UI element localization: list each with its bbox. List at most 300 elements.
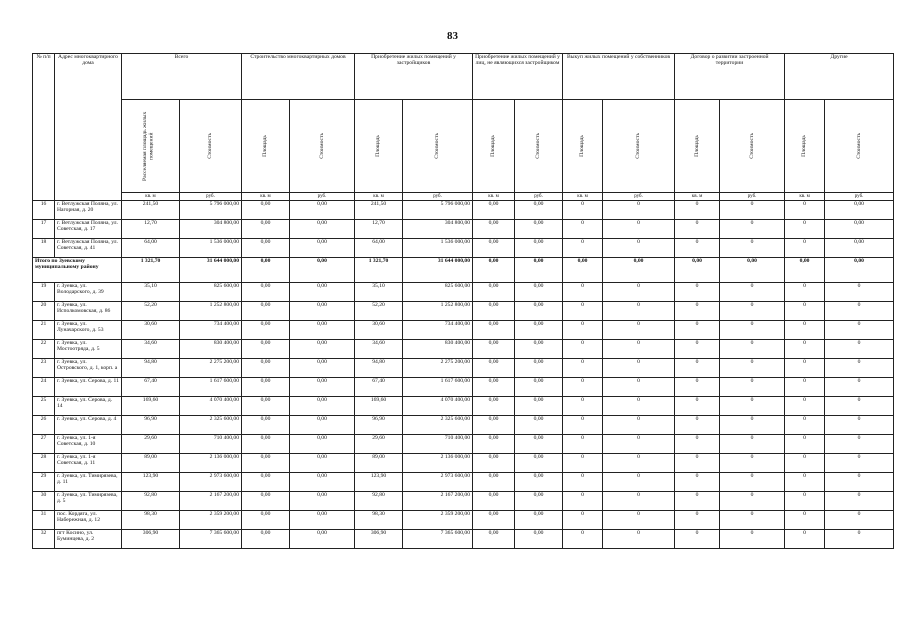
cell-col-14: 0 [825, 511, 894, 530]
cell-col-1: 96,90 [122, 416, 180, 435]
cell-col-6: 734 400,00 [403, 321, 473, 340]
cell-col-6: 1 252 800,00 [403, 302, 473, 321]
cell-col-14: 0 [825, 492, 894, 511]
cell-col-14: 0,00 [825, 220, 894, 239]
row-number: 26 [33, 416, 55, 435]
unit-col-14: руб. [825, 193, 894, 201]
cell-col-7: 0,00 [473, 340, 515, 359]
cell-col-11: 0 [675, 283, 720, 302]
cell-col-2: 31 644 000,00 [180, 258, 242, 283]
cell-col-4: 0,00 [290, 473, 355, 492]
cell-col-6: 2 359 200,00 [403, 511, 473, 530]
cell-col-7: 0,00 [473, 397, 515, 416]
cell-col-13: 0 [785, 492, 825, 511]
subheader-label: Стоимость [748, 133, 755, 159]
row-number: 32 [33, 530, 55, 549]
table-row [33, 378, 894, 397]
cell-col-9: 0 [563, 530, 603, 549]
cell-col-12: 0 [720, 283, 785, 302]
cell-col-11: 0 [675, 416, 720, 435]
cell-col-13: 0 [785, 220, 825, 239]
cell-col-9: 0 [563, 416, 603, 435]
cell-col-13: 0 [785, 321, 825, 340]
unit-col-2: руб. [180, 193, 242, 201]
table-row [33, 530, 894, 549]
cell-col-8: 0,00 [515, 359, 563, 378]
cell-col-13: 0 [785, 239, 825, 258]
cell-col-11: 0 [675, 220, 720, 239]
cell-col-1: 1 321,70 [122, 258, 180, 283]
cell-col-13: 0 [785, 378, 825, 397]
row-number: 24 [33, 378, 55, 397]
cell-col-13: 0 [785, 473, 825, 492]
subheader-col-2 [180, 100, 242, 193]
cell-col-14: 0 [825, 454, 894, 473]
cell-col-7: 0,00 [473, 321, 515, 340]
row-address: г. Зуевка, ул. 1-я Советская, д. 11 [55, 454, 122, 473]
table-row [33, 454, 894, 473]
cell-col-6: 2 973 600,00 [403, 473, 473, 492]
cell-col-11: 0 [675, 359, 720, 378]
header-group-buyout: Выкуп жилых помещений у собственников [563, 54, 675, 100]
cell-col-12: 0 [720, 454, 785, 473]
cell-col-6: 2 325 600,00 [403, 416, 473, 435]
cell-col-5: 98,30 [355, 511, 403, 530]
cell-col-8: 0,00 [515, 283, 563, 302]
cell-col-11: 0 [675, 302, 720, 321]
subheader-label: Расселяемая площадь жилых помещений [141, 111, 155, 181]
cell-col-11: 0 [675, 473, 720, 492]
cell-col-2: 2 275 200,00 [180, 359, 242, 378]
table-row [33, 283, 894, 302]
unit-col-3: кв. м [242, 193, 290, 201]
cell-col-5: 35,10 [355, 283, 403, 302]
table-row [33, 340, 894, 359]
cell-col-10: 0 [603, 416, 675, 435]
cell-col-11: 0 [675, 201, 720, 220]
subheader-col-9 [563, 100, 603, 193]
cell-col-5: 34,60 [355, 340, 403, 359]
table-row [33, 416, 894, 435]
cell-col-7: 0,00 [473, 378, 515, 397]
cell-col-6: 830 400,00 [403, 340, 473, 359]
cell-col-11: 0 [675, 492, 720, 511]
cell-col-5: 123,90 [355, 473, 403, 492]
cell-col-9: 0 [563, 435, 603, 454]
cell-col-12: 0 [720, 473, 785, 492]
cell-col-8: 0,00 [515, 530, 563, 549]
cell-col-14: 0 [825, 530, 894, 549]
cell-col-8: 0,00 [515, 416, 563, 435]
cell-col-10: 0 [603, 340, 675, 359]
subheader-col-8 [515, 100, 563, 193]
cell-col-8: 0,00 [515, 473, 563, 492]
cell-col-3: 0,00 [242, 492, 290, 511]
row-number: 19 [33, 283, 55, 302]
cell-col-12: 0 [720, 530, 785, 549]
cell-col-2: 1 252 800,00 [180, 302, 242, 321]
cell-col-10: 0 [603, 473, 675, 492]
row-number: 28 [33, 454, 55, 473]
cell-col-3: 0,00 [242, 454, 290, 473]
subheader-label: Стоимость [535, 133, 542, 159]
row-address: г. Зуевка, ул. 1-я Советская, д. 10 [55, 435, 122, 454]
cell-col-9: 0 [563, 302, 603, 321]
cell-col-9: 0 [563, 239, 603, 258]
cell-col-8: 0,00 [515, 454, 563, 473]
row-number: 31 [33, 511, 55, 530]
row-address: г. Ветлужская Поляна, ул. Советская, д. 41 [55, 239, 122, 258]
cell-col-5: 92,80 [355, 492, 403, 511]
cell-col-6: 4 070 400,00 [403, 397, 473, 416]
cell-col-9: 0,00 [563, 258, 603, 283]
cell-col-2: 2 167 200,00 [180, 492, 242, 511]
row-number: 16 [33, 201, 55, 220]
subheader-col-6 [403, 100, 473, 193]
cell-col-13: 0,00 [785, 258, 825, 283]
cell-col-3: 0,00 [242, 359, 290, 378]
cell-col-12: 0 [720, 321, 785, 340]
cell-col-3: 0,00 [242, 435, 290, 454]
unit-col-13: кв. м [785, 193, 825, 201]
row-number: 23 [33, 359, 55, 378]
subheader-col-3 [242, 100, 290, 193]
cell-col-5: 64,00 [355, 239, 403, 258]
cell-col-2: 2 359 200,00 [180, 511, 242, 530]
cell-col-7: 0,00 [473, 283, 515, 302]
cell-col-6: 1 617 600,00 [403, 378, 473, 397]
cell-col-13: 0 [785, 340, 825, 359]
cell-col-4: 0,00 [290, 220, 355, 239]
cell-col-5: 1 321,70 [355, 258, 403, 283]
row-address: г. Зуевка, ул. Тимирязева, д. 5 [55, 492, 122, 511]
cell-col-8: 0,00 [515, 220, 563, 239]
cell-col-12: 0 [720, 201, 785, 220]
cell-col-14: 0 [825, 302, 894, 321]
cell-col-8: 0,00 [515, 201, 563, 220]
cell-col-9: 0 [563, 340, 603, 359]
cell-col-3: 0,00 [242, 530, 290, 549]
cell-col-3: 0,00 [242, 473, 290, 492]
row-number: 22 [33, 340, 55, 359]
subheader-label: Площадь [801, 135, 808, 157]
cell-col-1: 35,10 [122, 283, 180, 302]
cell-col-5: 169,60 [355, 397, 403, 416]
row-number: 18 [33, 239, 55, 258]
table-row [33, 302, 894, 321]
cell-col-10: 0 [603, 378, 675, 397]
cell-col-3: 0,00 [242, 378, 290, 397]
cell-col-1: 89,00 [122, 454, 180, 473]
cell-col-14: 0,00 [825, 258, 894, 283]
row-address: г. Ветлужская Поляна, ул. Советская, д. 17 [55, 220, 122, 239]
row-address: г. Зуевка, ул. Мостоотряда, д. 5 [55, 340, 122, 359]
cell-col-2: 5 796 000,00 [180, 201, 242, 220]
header-group-construction: Строительство многоквартирных домов [242, 54, 355, 100]
header-num: № п/п [33, 54, 55, 201]
subheader-label: Стоимость [855, 133, 862, 159]
cell-col-13: 0 [785, 397, 825, 416]
cell-col-10: 0 [603, 201, 675, 220]
cell-col-6: 304 800,00 [403, 220, 473, 239]
cell-col-5: 67,40 [355, 378, 403, 397]
row-address: г. Зуевка, ул. Серова, д. 11 [55, 378, 122, 397]
cell-col-7: 0,00 [473, 220, 515, 239]
cell-col-12: 0 [720, 416, 785, 435]
cell-col-14: 0 [825, 340, 894, 359]
cell-col-5: 306,90 [355, 530, 403, 549]
subheader-col-7 [473, 100, 515, 193]
cell-col-8: 0,00 [515, 239, 563, 258]
cell-col-11: 0 [675, 397, 720, 416]
unit-col-4: руб. [290, 193, 355, 201]
table-row [33, 492, 894, 511]
table-row [33, 201, 894, 220]
cell-col-5: 94,80 [355, 359, 403, 378]
cell-col-7: 0,00 [473, 359, 515, 378]
cell-col-13: 0 [785, 201, 825, 220]
cell-col-7: 0,00 [473, 302, 515, 321]
subheader-col-5 [355, 100, 403, 193]
cell-col-13: 0 [785, 454, 825, 473]
cell-col-5: 12,70 [355, 220, 403, 239]
cell-col-10: 0 [603, 239, 675, 258]
cell-col-2: 830 400,00 [180, 340, 242, 359]
cell-col-9: 0 [563, 378, 603, 397]
row-address: пгт Косино, ул. Буминцева, д. 2 [55, 530, 122, 549]
cell-col-11: 0 [675, 530, 720, 549]
subheader-label: Площадь [262, 135, 269, 157]
cell-col-13: 0 [785, 283, 825, 302]
cell-col-6: 7 365 600,00 [403, 530, 473, 549]
cell-col-12: 0 [720, 511, 785, 530]
cell-col-10: 0,00 [603, 258, 675, 283]
cell-col-2: 2 973 600,00 [180, 473, 242, 492]
cell-col-10: 0 [603, 321, 675, 340]
unit-col-9: кв. м [563, 193, 603, 201]
cell-col-2: 1 536 000,00 [180, 239, 242, 258]
row-number: 27 [33, 435, 55, 454]
header-group-development-agreement: Договор о развитии застроенной территории [675, 54, 785, 100]
cell-col-7: 0,00 [473, 473, 515, 492]
cell-col-3: 0,00 [242, 283, 290, 302]
cell-col-14: 0 [825, 473, 894, 492]
cell-col-11: 0 [675, 435, 720, 454]
cell-col-10: 0 [603, 492, 675, 511]
subheader-label: Площадь [579, 135, 586, 157]
cell-col-8: 0,00 [515, 511, 563, 530]
header-address: Адрес многоквартирного дома [55, 54, 122, 201]
cell-col-9: 0 [563, 492, 603, 511]
cell-col-2: 734 400,00 [180, 321, 242, 340]
subheader-label: Площадь [693, 135, 700, 157]
cell-col-9: 0 [563, 220, 603, 239]
cell-col-8: 0,00 [515, 258, 563, 283]
unit-col-12: руб. [720, 193, 785, 201]
subheader-col-12 [720, 100, 785, 193]
subheader-label: Площадь [375, 135, 382, 157]
cell-col-2: 4 070 400,00 [180, 397, 242, 416]
cell-col-3: 0,00 [242, 239, 290, 258]
cell-col-9: 0 [563, 321, 603, 340]
cell-col-8: 0,00 [515, 340, 563, 359]
cell-col-10: 0 [603, 530, 675, 549]
cell-col-2: 2 325 600,00 [180, 416, 242, 435]
cell-col-2: 304 800,00 [180, 220, 242, 239]
cell-col-1: 67,40 [122, 378, 180, 397]
cell-col-4: 0,00 [290, 492, 355, 511]
cell-col-14: 0 [825, 321, 894, 340]
cell-col-9: 0 [563, 473, 603, 492]
cell-col-14: 0,00 [825, 201, 894, 220]
cell-col-4: 0,00 [290, 258, 355, 283]
resettlement-table [32, 53, 894, 549]
cell-col-3: 0,00 [242, 258, 290, 283]
cell-col-1: 98,30 [122, 511, 180, 530]
cell-col-2: 825 600,00 [180, 283, 242, 302]
cell-col-6: 1 536 000,00 [403, 239, 473, 258]
cell-col-8: 0,00 [515, 435, 563, 454]
subheader-label: Площадь [490, 135, 497, 157]
cell-col-10: 0 [603, 283, 675, 302]
cell-col-4: 0,00 [290, 511, 355, 530]
cell-col-4: 0,00 [290, 201, 355, 220]
cell-col-1: 29,60 [122, 435, 180, 454]
cell-col-12: 0,00 [720, 258, 785, 283]
cell-col-11: 0 [675, 321, 720, 340]
header-group-other: Другие [785, 54, 894, 100]
cell-col-14: 0 [825, 397, 894, 416]
cell-col-10: 0 [603, 454, 675, 473]
cell-col-4: 0,00 [290, 416, 355, 435]
cell-col-5: 241,50 [355, 201, 403, 220]
cell-col-14: 0 [825, 283, 894, 302]
cell-col-10: 0 [603, 397, 675, 416]
subheader-label: Стоимость [635, 133, 642, 159]
subheader-col-14 [825, 100, 894, 193]
row-address: г. Зуевка, ул. Володарского, д. 39 [55, 283, 122, 302]
cell-col-4: 0,00 [290, 397, 355, 416]
cell-col-12: 0 [720, 378, 785, 397]
cell-col-7: 0,00 [473, 511, 515, 530]
row-address: г. Зуевка, ул. Островского, д. 1, корп. а [55, 359, 122, 378]
cell-col-5: 52,20 [355, 302, 403, 321]
table-row [33, 220, 894, 239]
subheader-col-13 [785, 100, 825, 193]
table-row [33, 359, 894, 378]
cell-col-7: 0,00 [473, 530, 515, 549]
cell-col-13: 0 [785, 416, 825, 435]
subheader-col-11 [675, 100, 720, 193]
cell-col-6: 2 136 000,00 [403, 454, 473, 473]
table-row [33, 511, 894, 530]
row-number: 20 [33, 302, 55, 321]
cell-col-12: 0 [720, 435, 785, 454]
cell-col-3: 0,00 [242, 397, 290, 416]
cell-col-12: 0 [720, 492, 785, 511]
cell-col-12: 0 [720, 359, 785, 378]
cell-col-12: 0 [720, 220, 785, 239]
cell-col-7: 0,00 [473, 492, 515, 511]
cell-col-8: 0,00 [515, 378, 563, 397]
cell-col-6: 710 400,00 [403, 435, 473, 454]
cell-col-2: 1 617 600,00 [180, 378, 242, 397]
row-address: г. Зуевка, ул. Серова, д. 4 [55, 416, 122, 435]
cell-col-13: 0 [785, 435, 825, 454]
cell-col-10: 0 [603, 435, 675, 454]
unit-col-6: руб. [403, 193, 473, 201]
row-number: 25 [33, 397, 55, 416]
cell-col-10: 0 [603, 511, 675, 530]
table-row [33, 473, 894, 492]
row-address: пос. Кордяга, ул. Набережная, д. 12 [55, 511, 122, 530]
cell-col-11: 0 [675, 454, 720, 473]
cell-col-3: 0,00 [242, 220, 290, 239]
cell-col-14: 0 [825, 378, 894, 397]
cell-col-5: 30,60 [355, 321, 403, 340]
cell-col-12: 0 [720, 239, 785, 258]
subheader-col-10 [603, 100, 675, 193]
cell-col-6: 2 275 200,00 [403, 359, 473, 378]
cell-col-13: 0 [785, 511, 825, 530]
cell-col-1: 94,80 [122, 359, 180, 378]
cell-col-7: 0,00 [473, 201, 515, 220]
cell-col-7: 0,00 [473, 258, 515, 283]
subheader-label: Стоимость [434, 133, 441, 159]
cell-col-2: 7 365 600,00 [180, 530, 242, 549]
subheader-label: Стоимость [318, 133, 325, 159]
cell-col-14: 0 [825, 416, 894, 435]
cell-col-11: 0 [675, 239, 720, 258]
cell-col-4: 0,00 [290, 321, 355, 340]
cell-col-3: 0,00 [242, 321, 290, 340]
cell-col-9: 0 [563, 201, 603, 220]
header-group-total: Всего [122, 54, 242, 100]
cell-col-6: 31 644 000,00 [403, 258, 473, 283]
cell-col-7: 0,00 [473, 454, 515, 473]
header-group-purchase-non-developers: Приобретение жилых помещений у лиц, не являющихся застройщиком [473, 54, 563, 100]
cell-col-4: 0,00 [290, 454, 355, 473]
subheader-label: Стоимость [207, 133, 214, 159]
cell-col-4: 0,00 [290, 359, 355, 378]
cell-col-4: 0,00 [290, 302, 355, 321]
cell-col-1: 30,60 [122, 321, 180, 340]
cell-col-1: 123,90 [122, 473, 180, 492]
cell-col-14: 0 [825, 435, 894, 454]
cell-col-2: 710 400,00 [180, 435, 242, 454]
cell-col-13: 0 [785, 302, 825, 321]
total-label: Итого по Зуевскому муниципальному району [33, 258, 122, 283]
row-number: 30 [33, 492, 55, 511]
cell-col-11: 0 [675, 378, 720, 397]
total-row [33, 258, 894, 283]
unit-col-1: кв. м [122, 193, 180, 201]
row-number: 21 [33, 321, 55, 340]
cell-col-9: 0 [563, 454, 603, 473]
cell-col-4: 0,00 [290, 283, 355, 302]
cell-col-12: 0 [720, 340, 785, 359]
row-address: г. Зуевка, ул. Тимирязева, д. 11 [55, 473, 122, 492]
cell-col-1: 64,00 [122, 239, 180, 258]
cell-col-13: 0 [785, 359, 825, 378]
row-address: г. Зуевка, ул. Исполкомовская, д. 86 [55, 302, 122, 321]
cell-col-7: 0,00 [473, 239, 515, 258]
cell-col-10: 0 [603, 302, 675, 321]
cell-col-6: 2 167 200,00 [403, 492, 473, 511]
cell-col-4: 0,00 [290, 378, 355, 397]
cell-col-9: 0 [563, 359, 603, 378]
page-number: 83 [447, 30, 458, 42]
